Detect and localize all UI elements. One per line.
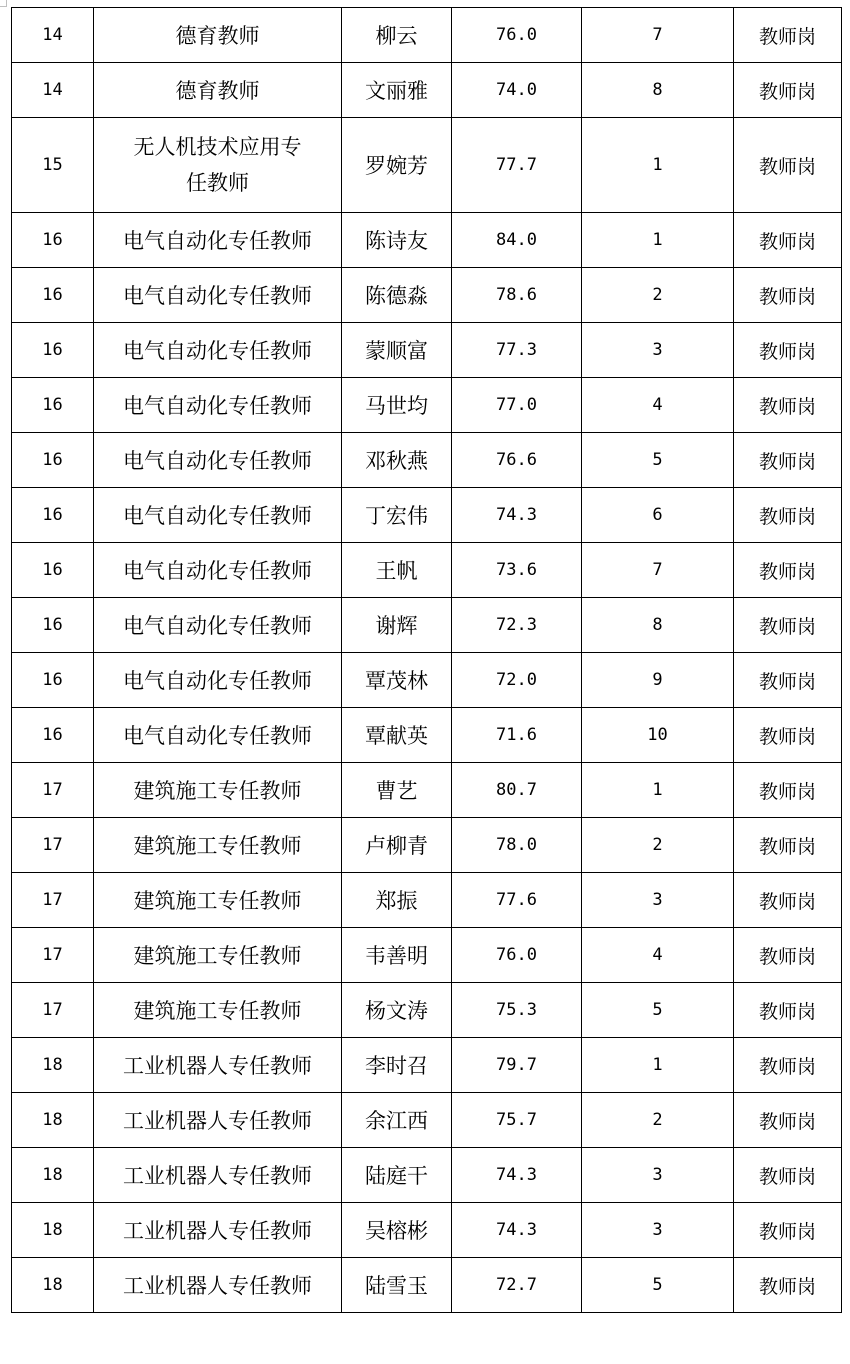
table-row <box>12 323 842 378</box>
cell-position: 工业机器人专任教师 <box>94 1203 342 1258</box>
table-row <box>12 1093 842 1148</box>
cell-rank: 7 <box>582 8 734 63</box>
cell-rank: 3 <box>582 873 734 928</box>
table-row <box>12 63 842 118</box>
cell-candidate-name: 谢辉 <box>342 598 452 653</box>
cell-candidate-name: 蒙顺富 <box>342 323 452 378</box>
cell-candidate-name: 吴榕彬 <box>342 1203 452 1258</box>
cell-candidate-name: 杨文涛 <box>342 983 452 1038</box>
cell-position: 电气自动化专任教师 <box>94 213 342 268</box>
cell-position: 工业机器人专任教师 <box>94 1038 342 1093</box>
cell-position: 电气自动化专任教师 <box>94 708 342 763</box>
cell-rank: 2 <box>582 268 734 323</box>
cell-candidate-name: 丁宏伟 <box>342 488 452 543</box>
cell-score: 76.6 <box>452 433 582 488</box>
cell-rank: 9 <box>582 653 734 708</box>
cell-position: 电气自动化专任教师 <box>94 378 342 433</box>
cell-post-type: 教师岗 <box>734 323 842 378</box>
cell-score: 75.3 <box>452 983 582 1038</box>
cell-candidate-name: 韦善明 <box>342 928 452 983</box>
cell-score: 79.7 <box>452 1038 582 1093</box>
cell-score: 72.3 <box>452 598 582 653</box>
results-table <box>11 7 842 1313</box>
table-row <box>12 928 842 983</box>
table-row <box>12 653 842 708</box>
cell-rank: 1 <box>582 118 734 213</box>
cell-candidate-name: 覃茂林 <box>342 653 452 708</box>
cell-score: 80.7 <box>452 763 582 818</box>
cell-position: 建筑施工专任教师 <box>94 983 342 1038</box>
cell-rank: 5 <box>582 433 734 488</box>
cell-rank: 6 <box>582 488 734 543</box>
table-row <box>12 1038 842 1093</box>
cell-rank: 4 <box>582 378 734 433</box>
cell-candidate-name: 郑振 <box>342 873 452 928</box>
cell-rank: 3 <box>582 323 734 378</box>
cell-rank: 10 <box>582 708 734 763</box>
cell-position: 德育教师 <box>94 63 342 118</box>
cell-position: 建筑施工专任教师 <box>94 763 342 818</box>
cell-group-number: 16 <box>12 378 94 433</box>
cell-position: 电气自动化专任教师 <box>94 433 342 488</box>
cell-post-type: 教师岗 <box>734 1203 842 1258</box>
table-row <box>12 763 842 818</box>
cell-rank: 8 <box>582 598 734 653</box>
cell-candidate-name: 曹艺 <box>342 763 452 818</box>
cell-position <box>94 118 342 213</box>
cell-position: 电气自动化专任教师 <box>94 598 342 653</box>
cell-post-type: 教师岗 <box>734 708 842 763</box>
cell-position: 工业机器人专任教师 <box>94 1148 342 1203</box>
cell-group-number: 17 <box>12 928 94 983</box>
cell-score: 74.3 <box>452 1148 582 1203</box>
cell-score: 76.0 <box>452 928 582 983</box>
cell-candidate-name: 邓秋燕 <box>342 433 452 488</box>
cell-rank: 2 <box>582 1093 734 1148</box>
cell-group-number: 16 <box>12 488 94 543</box>
cell-score: 76.0 <box>452 8 582 63</box>
cell-post-type: 教师岗 <box>734 1148 842 1203</box>
cell-candidate-name: 罗婉芳 <box>342 118 452 213</box>
cell-group-number: 18 <box>12 1093 94 1148</box>
cell-candidate-name: 李时召 <box>342 1038 452 1093</box>
cell-score: 74.3 <box>452 488 582 543</box>
cell-score: 77.6 <box>452 873 582 928</box>
cell-rank: 1 <box>582 1038 734 1093</box>
cell-position-text: 无人机技术应用专任教师 <box>133 135 302 195</box>
cell-position: 德育教师 <box>94 8 342 63</box>
cell-post-type: 教师岗 <box>734 653 842 708</box>
cell-position: 工业机器人专任教师 <box>94 1093 342 1148</box>
cell-post-type: 教师岗 <box>734 488 842 543</box>
cell-rank: 5 <box>582 983 734 1038</box>
cell-group-number: 16 <box>12 653 94 708</box>
table-row <box>12 118 842 213</box>
cell-position: 电气自动化专任教师 <box>94 653 342 708</box>
cell-position: 建筑施工专任教师 <box>94 928 342 983</box>
cell-group-number: 17 <box>12 818 94 873</box>
cell-post-type: 教师岗 <box>734 1093 842 1148</box>
table-row <box>12 1148 842 1203</box>
table-row <box>12 818 842 873</box>
cell-post-type: 教师岗 <box>734 63 842 118</box>
cell-rank: 4 <box>582 928 734 983</box>
cell-score: 71.6 <box>452 708 582 763</box>
cell-group-number: 16 <box>12 323 94 378</box>
cell-candidate-name: 陆庭干 <box>342 1148 452 1203</box>
cell-rank: 3 <box>582 1203 734 1258</box>
cell-score: 84.0 <box>452 213 582 268</box>
table-row <box>12 1258 842 1313</box>
cell-post-type: 教师岗 <box>734 378 842 433</box>
cell-post-type: 教师岗 <box>734 543 842 598</box>
cell-group-number: 16 <box>12 213 94 268</box>
cell-candidate-name: 覃献英 <box>342 708 452 763</box>
cell-group-number: 17 <box>12 873 94 928</box>
cell-group-number: 16 <box>12 543 94 598</box>
cell-group-number: 17 <box>12 983 94 1038</box>
cell-post-type: 教师岗 <box>734 118 842 213</box>
cell-candidate-name: 王帆 <box>342 543 452 598</box>
cell-position: 建筑施工专任教师 <box>94 818 342 873</box>
cell-score: 74.3 <box>452 1203 582 1258</box>
cell-score: 77.3 <box>452 323 582 378</box>
table-row <box>12 8 842 63</box>
table-row <box>12 213 842 268</box>
cell-score: 77.7 <box>452 118 582 213</box>
cell-post-type: 教师岗 <box>734 1038 842 1093</box>
table-row <box>12 488 842 543</box>
cell-candidate-name: 陈诗友 <box>342 213 452 268</box>
cell-score: 72.0 <box>452 653 582 708</box>
cell-group-number: 18 <box>12 1148 94 1203</box>
table-row <box>12 708 842 763</box>
cell-rank: 1 <box>582 213 734 268</box>
cell-candidate-name: 柳云 <box>342 8 452 63</box>
table-row <box>12 983 842 1038</box>
cell-post-type: 教师岗 <box>734 8 842 63</box>
page-corner-mark <box>0 0 7 7</box>
cell-post-type: 教师岗 <box>734 213 842 268</box>
cell-rank: 5 <box>582 1258 734 1313</box>
cell-position: 电气自动化专任教师 <box>94 323 342 378</box>
cell-score: 75.7 <box>452 1093 582 1148</box>
cell-group-number: 16 <box>12 433 94 488</box>
cell-rank: 2 <box>582 818 734 873</box>
cell-post-type: 教师岗 <box>734 1258 842 1313</box>
cell-candidate-name: 卢柳青 <box>342 818 452 873</box>
cell-rank: 7 <box>582 543 734 598</box>
cell-position: 电气自动化专任教师 <box>94 268 342 323</box>
table-row <box>12 433 842 488</box>
cell-position: 建筑施工专任教师 <box>94 873 342 928</box>
cell-group-number: 16 <box>12 268 94 323</box>
cell-score: 78.6 <box>452 268 582 323</box>
cell-score: 77.0 <box>452 378 582 433</box>
cell-group-number: 14 <box>12 8 94 63</box>
cell-group-number: 17 <box>12 763 94 818</box>
cell-group-number: 18 <box>12 1203 94 1258</box>
cell-score: 74.0 <box>452 63 582 118</box>
cell-post-type: 教师岗 <box>734 433 842 488</box>
cell-rank: 8 <box>582 63 734 118</box>
cell-score: 78.0 <box>452 818 582 873</box>
cell-post-type: 教师岗 <box>734 983 842 1038</box>
cell-candidate-name: 余江西 <box>342 1093 452 1148</box>
cell-score: 73.6 <box>452 543 582 598</box>
cell-position: 电气自动化专任教师 <box>94 543 342 598</box>
cell-rank: 1 <box>582 763 734 818</box>
cell-group-number: 15 <box>12 118 94 213</box>
results-table-body <box>12 8 842 1313</box>
cell-group-number: 18 <box>12 1038 94 1093</box>
cell-candidate-name: 陆雪玉 <box>342 1258 452 1313</box>
cell-candidate-name: 马世均 <box>342 378 452 433</box>
cell-score: 72.7 <box>452 1258 582 1313</box>
cell-post-type: 教师岗 <box>734 268 842 323</box>
table-row <box>12 543 842 598</box>
cell-candidate-name: 陈德淼 <box>342 268 452 323</box>
cell-candidate-name: 文丽雅 <box>342 63 452 118</box>
cell-group-number: 14 <box>12 63 94 118</box>
cell-post-type: 教师岗 <box>734 818 842 873</box>
cell-position: 电气自动化专任教师 <box>94 488 342 543</box>
table-row <box>12 598 842 653</box>
cell-rank: 3 <box>582 1148 734 1203</box>
cell-post-type: 教师岗 <box>734 763 842 818</box>
cell-post-type: 教师岗 <box>734 928 842 983</box>
cell-group-number: 16 <box>12 708 94 763</box>
table-row <box>12 1203 842 1258</box>
table-row <box>12 873 842 928</box>
table-row <box>12 378 842 433</box>
cell-post-type: 教师岗 <box>734 873 842 928</box>
table-row <box>12 268 842 323</box>
cell-post-type: 教师岗 <box>734 598 842 653</box>
cell-group-number: 18 <box>12 1258 94 1313</box>
cell-group-number: 16 <box>12 598 94 653</box>
cell-position: 工业机器人专任教师 <box>94 1258 342 1313</box>
